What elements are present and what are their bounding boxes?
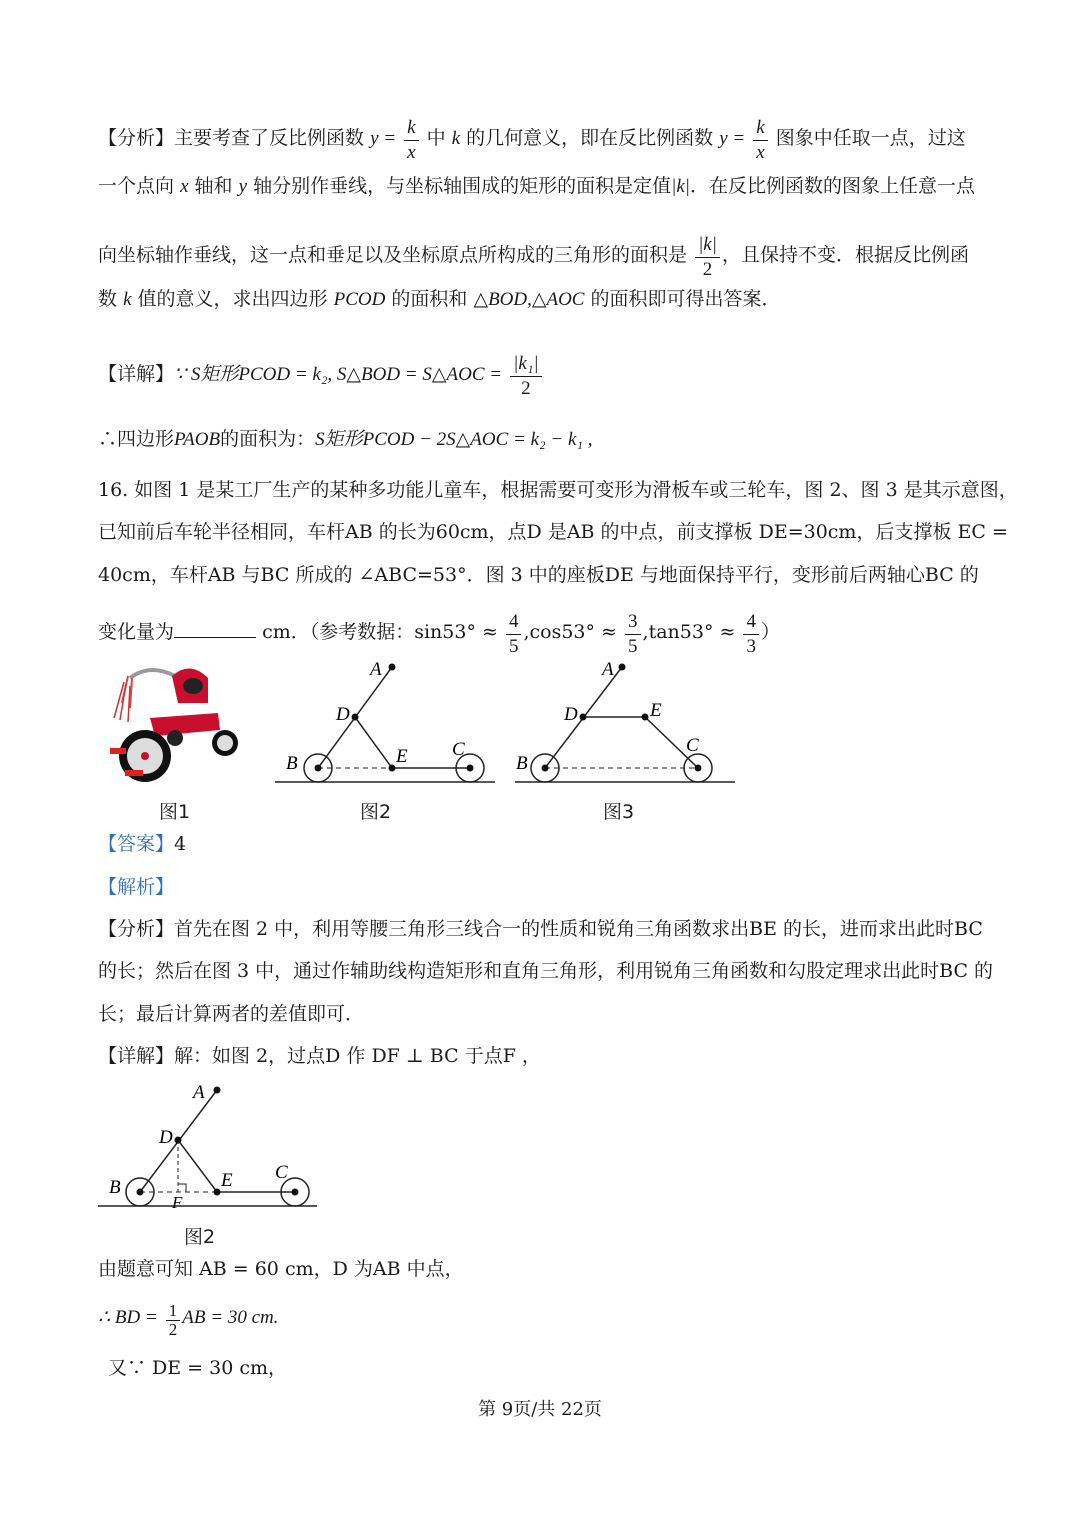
jiexi-label: 【解析】 xyxy=(98,876,175,898)
svg-text:D: D xyxy=(159,1127,173,1148)
analysis-line-2: 一个点向 x 轴和 y 轴分别作垂线，与坐标轴围成的矩形的面积是定值|k|．在反比例函数的图象上任意一点 xyxy=(98,175,976,197)
svg-text:E: E xyxy=(221,1170,233,1191)
tricycle-image xyxy=(100,658,245,786)
caption-fig3: 图3 xyxy=(603,801,635,823)
detail2-line-3: ∴ BD = $\frac{1}{2}$ AB = 30 cm. xyxy=(98,1301,279,1339)
analysis-line-3: 向坐标轴作垂线，这一点和垂足以及坐标原点所构成的三角形的面积是 $\frac{|k|}{2}$ ，且保持不变．根据反比例函 xyxy=(98,234,969,280)
analysis-bracket: 【分析】 xyxy=(98,127,175,149)
svg-text:B: B xyxy=(109,1177,121,1198)
fraction-k-over-x: $\frac{k}{x}$ xyxy=(753,116,767,165)
svg-text:C: C xyxy=(275,1162,288,1183)
answer-blank xyxy=(174,619,256,638)
analysis2-line-1: 【分析】首先在图 2 中，利用等腰三角形三线合一的性质和锐角三角函数求出BE 的长，进而求出此时BC xyxy=(98,918,983,940)
svg-text:C: C xyxy=(686,735,699,756)
caption-fig1: 图1 xyxy=(159,801,191,823)
analysis-line-1 xyxy=(98,116,966,165)
q16-line-4: 变化量为 cm．（参考数据：sin53° ≈ $\frac{4}{5}$ ,cos53° ≈ $\frac{3}{5}$ ,tan53° ≈ $\frac{4}{3}$ ） xyxy=(98,611,780,657)
svg-text:A: A xyxy=(370,659,382,680)
caption-fig2-altitude: 图2 xyxy=(184,1226,216,1248)
q16-line-1: 16. 如图 1 是某工厂生产的某种多功能儿童车，根据需要可变形为滑板车或三轮车，图 2、图 3 是其示意图， xyxy=(98,479,1018,501)
answer-value: 4 xyxy=(174,833,187,855)
page-footer: 第 9页/共 22页 xyxy=(478,1399,602,1420)
detail2-line-1: 【详解】解：如图 2，过点D 作 DF ⊥ BC 于点F ， xyxy=(98,1045,541,1067)
svg-text:E: E xyxy=(396,746,408,767)
svg-text:B: B xyxy=(516,753,528,774)
svg-text:A: A xyxy=(193,1082,205,1103)
detail2-line-2: 由题意可知 AB = 60 cm，D 为AB 中点， xyxy=(98,1258,464,1280)
text: 中 xyxy=(426,127,446,149)
svg-text:C: C xyxy=(452,739,465,760)
svg-text:F: F xyxy=(172,1193,183,1212)
answer-line xyxy=(98,835,186,854)
detail2-line-4: 又∵ DE = 30 cm， xyxy=(108,1357,288,1379)
text: 图象中任取一点，过这 xyxy=(775,127,966,149)
q16-line-3: 40cm，车杆AB 与BC 所成的 ∠ABC=53°．图 3 中的座板DE 与地面保持平行，变形前后两轴心BC 的 xyxy=(98,564,979,586)
function-y: y = xyxy=(370,128,397,149)
svg-text:D: D xyxy=(564,704,578,725)
answer-label: 【答案】 xyxy=(98,833,175,855)
svg-text:D: D xyxy=(336,704,350,725)
svg-text:E: E xyxy=(650,700,662,721)
function-y: y = xyxy=(719,128,746,149)
q16-line-2: 已知前后车轮半径相同，车杆AB 的长为60cm，点D 是AB 的中点，前支撑板 DE=30cm，后支撑板 EC = xyxy=(98,521,1008,543)
var-k: k xyxy=(451,128,461,149)
caption-fig2: 图2 xyxy=(360,801,392,823)
fraction-k-over-x: $\frac{k}{x}$ xyxy=(404,116,418,165)
text: 的几何意义，即在反比例函数 xyxy=(466,127,714,149)
text: 主要考查了反比例函数 xyxy=(174,127,365,149)
figure-2-altitude xyxy=(95,1080,325,1215)
figure-2 xyxy=(270,655,495,790)
abs-k: |k| xyxy=(671,176,690,197)
analysis2-line-2: 的长；然后在图 3 中，通过作辅助线构造矩形和直角三角形，利用锐角三角函数和勾股定理求出此时BC 的 xyxy=(98,960,994,982)
figure-3 xyxy=(510,655,740,790)
fraction-absk1-over-2: $\frac{\text{|k₁|}}{2}$ xyxy=(510,352,542,401)
fraction-absk-over-2: $\frac{|k|}{2}$ xyxy=(695,233,720,282)
detail1-line-2: ∴四边形PAOB的面积为：S矩形PCOD − 2S△AOC = k₂ − k₁ , xyxy=(98,428,593,450)
analysis-line-4: 数 k 值的意义，求出四边形 PCOD 的面积和 △BOD,△AOC 的面积即可得出答案． xyxy=(98,288,781,310)
detail1-line-1: 【详解】∵ S矩形PCOD = k₂, S△BOD = S△AOC = $\frac{\text{|k₁|}}{2}$ xyxy=(98,352,544,401)
analysis2-line-3: 长；最后计算两者的差值即可． xyxy=(98,1003,365,1025)
svg-text:B: B xyxy=(286,753,298,774)
svg-text:A: A xyxy=(602,659,614,680)
